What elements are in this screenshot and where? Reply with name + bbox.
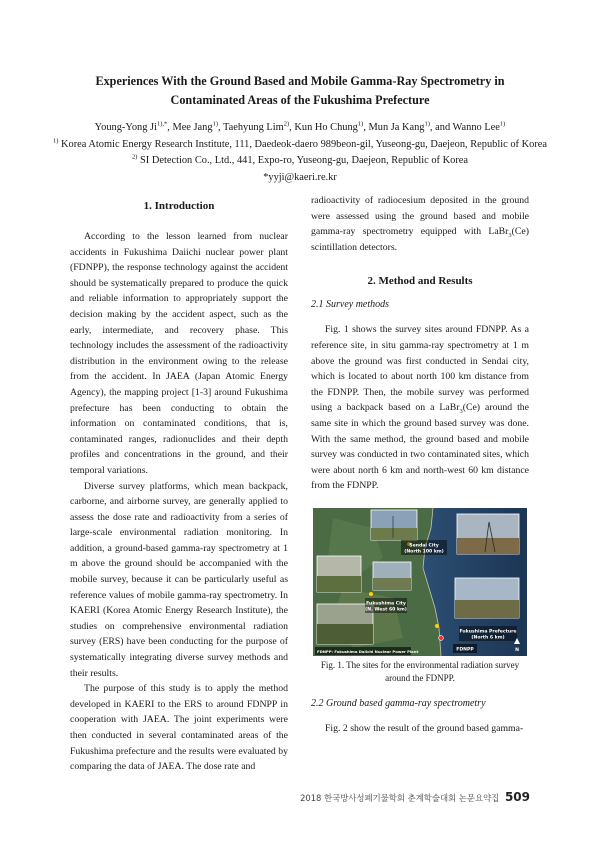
- title-line-2: Contaminated Areas of the Fukushima Prefecture: [170, 93, 430, 107]
- map-label-fukushima-prefecture: Fukushima Prefecture: [459, 629, 517, 635]
- map-label-fukushima-prefecture-distance: (North 6 km): [471, 635, 505, 641]
- affiliation-1: $^{1)}$ Korea Atomic Energy Research Institute, 111, Daedeok-daero 989beon-gil, Yuseong-gu, Daejeon, Republic of Korea: [52, 137, 547, 150]
- subsection-survey-methods: 2.1 Survey methods: [311, 299, 390, 311]
- author: Mee Jang$^{1)}$,: [172, 120, 223, 133]
- author: Mun Ja Kang$^{1)}$, and: [368, 120, 453, 133]
- map-legend-fdnpp: FDNPP: Fukushima Daiichi Nuclear Power Plant: [317, 648, 419, 654]
- section-heading-introduction: 1. Introduction: [143, 200, 215, 212]
- intro-paragraph-3: The purpose of this study is to apply the method developed in KAERI to the ERS to around FDNPP in cooperation with JAEA. The joint experiments were then conducted in several contaminated areas of the Fukushima prefecture and the results were evaluated by comparing the data of JAEA. The dose rate and: [70, 683, 288, 773]
- page-number: 509: [504, 790, 530, 804]
- map-label-north: N: [515, 647, 519, 653]
- section-heading-methods: 2. Method and Results: [367, 275, 473, 288]
- author: Young-Yong $Ji^{1),*}$,: [94, 120, 173, 133]
- intro-paragraph-2: Diverse survey platforms, which mean backpack, carborne, and airborne survey, are generally applied to assess the dose rate and radioactivity from a series of large-scale environmental radiation monitoring. In addition, a ground-based gamma-ray spectrometry at 1 m above the ground should be accompanied with the mobile survey, because it can be particularly useful as reference values of mobile gamma-ray spectrometry. In KAERI (Korea Atomic Energy Research Institute), the studies on comprehensive environmental radiation survey (ERS) have been conducting for the purpose of systematically integrating diverse survey methods and their results.: [70, 480, 288, 679]
- map-label-fukushima-city: Fukushima City: [366, 601, 406, 607]
- paper-title: [60, 72, 540, 110]
- title-line-1: Experiences With the Ground Based and Mobile Gamma-Ray Spectrometry in: [95, 74, 505, 88]
- methods-paragraph-2: Fig. 2 show the result of the ground based gamma-: [325, 722, 524, 734]
- map-label-sendai-distance: (North 100 km): [404, 549, 444, 555]
- figure-survey-sites-map: [313, 508, 527, 656]
- intro-paragraph-3-continued: radioactivity of radiocesium deposited in the ground were assessed using the ground based and mobile gamma-ray spectrometry equipped with LaBr$_3$(Ce) scintillation detectors.: [311, 195, 529, 253]
- author-block: [40, 120, 560, 186]
- footer-proceedings-title: 2018 한국방사성폐기물학회 춘계학술대회 논문요약집: [300, 793, 500, 803]
- subsection-ground-based: 2.2 Ground based gamma-ray spectrometry: [311, 697, 486, 709]
- intro-paragraph-1: According to the lesson learned from nuclear accidents in Fukushima Daiichi nuclear power plant (FDNPP), the response technology against the accident should be systematically prepared to produce the quick and reliable information to appropriately support the decision making by the accident aspect, such as the early, intermediate, and recovery phase. This technology includes the assessment of the radioactivity distribution in the environment owing to the release from the accident. In JAEA (Japan Atomic Energy Agency), the mapping project [1-3] around Fukushima prefecture has been conducting to obtain the information on contaminated conditions, that is, contaminated ranges, radionuclides and their depth profiles and concentrations in the ground, and their temporal variations.: [70, 231, 288, 476]
- right-column: [311, 193, 529, 737]
- email: *yyji@kaeri.re.kr: [263, 171, 337, 183]
- page-footer: [300, 790, 530, 804]
- map-label-fdnpp: FDNPP: [456, 647, 474, 653]
- affiliation-2: $^{2)}$ SI Detection Co., Ltd., 441, Expo-ro, Yuseong-gu, Daejeon, Republic of Korea: [131, 153, 469, 167]
- figure-1-caption: Fig. 1. The sites for the environmental radiation survey around the FDNPP.: [320, 659, 520, 684]
- author-list: [40, 120, 560, 137]
- author: Wanno Lee$^{1)}$: [452, 120, 506, 133]
- left-column: [70, 200, 288, 775]
- map-label-fukushima-city-distance: (N. West 60 km): [365, 607, 407, 613]
- author: Taehyung Lim$^{2)}$,: [223, 120, 295, 133]
- map-label-sendai: Sendai City: [409, 543, 439, 549]
- author: Kun Ho Chung$^{1)}$,: [294, 120, 369, 133]
- methods-paragraph-1: Fig. 1 shows the survey sites around FDNPP. As a reference site, in situ gamma-ray spectrometry at 1 m above the ground was first conducted in Sendai city, which is located to about north 100 km distance from the FDNPP. Then, the mobile survey was performed using a backpack based on a LaBr$_3$(Ce) around the same site in which the ground based survey was done. With the same method, the ground based and mobile survey was conducted in two contaminated sites, which were about north 6 km and north-west 60 km distance from the FDNPP.: [311, 324, 530, 492]
